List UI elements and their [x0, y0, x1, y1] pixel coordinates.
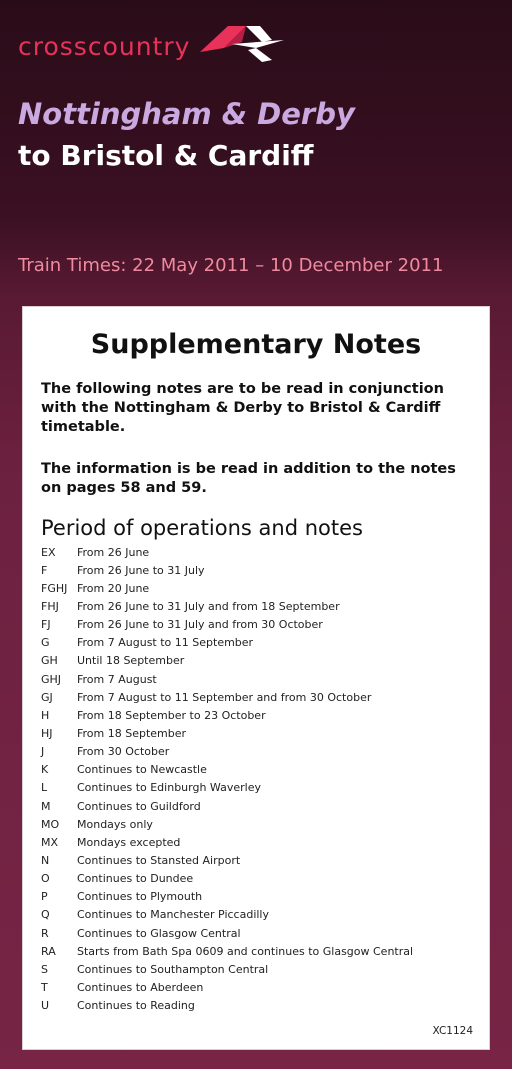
note-text: Continues to Stansted Airport	[77, 853, 241, 867]
note-row	[41, 561, 471, 579]
info-paragraph: The information is be read in addition to the notes on pages 58 and 59.	[41, 461, 456, 496]
note-code: S	[41, 962, 48, 976]
note-code: HJ	[41, 726, 53, 740]
note-text: From 26 June to 31 July	[77, 563, 205, 577]
note-code: K	[41, 763, 49, 777]
crosscountry-x-logo-icon	[198, 24, 288, 68]
note-row	[41, 815, 471, 833]
document-reference: XC1124	[432, 1025, 473, 1037]
note-row	[41, 779, 471, 797]
note-row	[41, 870, 471, 888]
note-code: M	[41, 799, 51, 813]
note-text: Continues to Manchester Piccadilly	[77, 908, 269, 922]
note-text: Continues to Guildford	[77, 799, 201, 813]
note-text: From 7 August to 11 September	[77, 636, 254, 650]
note-code: N	[41, 853, 50, 867]
note-code: J	[41, 745, 45, 759]
note-row	[41, 797, 471, 815]
panel-title: Supplementary Notes	[90, 329, 422, 360]
note-text: Continues to Reading	[77, 999, 195, 1013]
note-code: MO	[41, 817, 60, 831]
note-code: L	[41, 781, 48, 795]
notes-list	[41, 543, 471, 1015]
note-code: RA	[41, 944, 56, 958]
note-row	[41, 960, 471, 978]
note-code: P	[41, 890, 48, 904]
note-row	[41, 688, 471, 706]
brand-name: crosscountry	[18, 31, 191, 61]
note-text: Continues to Southampton Central	[77, 962, 269, 976]
note-row	[41, 978, 471, 996]
note-row	[41, 634, 471, 652]
intro-paragraph: The following notes are to be read in conjunction with the Nottingham & Derby to Bristol & Cardiff timetable.	[41, 381, 444, 435]
note-text: From 26 June to 31 July and from 30 October	[77, 618, 323, 632]
section-title: Period of operations and notes	[41, 516, 363, 540]
note-code: FJ	[41, 618, 51, 632]
note-code: GJ	[41, 690, 53, 704]
note-row	[41, 743, 471, 761]
note-code: G	[41, 636, 50, 650]
note-code: O	[41, 872, 50, 886]
note-row	[41, 761, 471, 779]
note-code: Q	[41, 908, 50, 922]
note-row	[41, 670, 471, 688]
note-row	[41, 597, 471, 615]
note-text: From 26 June to 31 July and from 18 September	[77, 599, 340, 613]
note-text: Starts from Bath Spa 0609 and continues to Glasgow Central	[77, 944, 414, 958]
note-text: From 20 June	[77, 581, 150, 595]
note-code: FGHJ	[41, 581, 68, 595]
note-text: Continues to Glasgow Central	[77, 926, 241, 940]
note-code: MX	[41, 835, 59, 849]
note-code: GH	[41, 654, 58, 668]
note-row	[41, 851, 471, 869]
note-row	[41, 942, 471, 960]
note-code: H	[41, 708, 50, 722]
note-row	[41, 924, 471, 942]
route-destination-title: to Bristol & Cardiff	[18, 139, 314, 172]
note-text: Continues to Dundee	[77, 872, 194, 886]
note-row	[41, 997, 471, 1015]
note-text: Mondays only	[77, 817, 153, 831]
note-text: From 7 August	[77, 672, 157, 686]
note-text: Continues to Aberdeen	[77, 980, 204, 994]
note-text: Until 18 September	[77, 654, 185, 668]
note-code: FHJ	[41, 599, 59, 613]
note-row	[41, 616, 471, 634]
note-row	[41, 888, 471, 906]
note-text: Continues to Plymouth	[77, 890, 203, 904]
note-text: From 7 August to 11 September and from 30 October	[77, 690, 372, 704]
note-text: Continues to Newcastle	[77, 763, 207, 777]
note-code: U	[41, 999, 50, 1013]
note-row	[41, 706, 471, 724]
note-code: EX	[41, 545, 56, 559]
note-text: From 26 June	[77, 545, 150, 559]
note-row	[41, 543, 471, 561]
note-text: Mondays excepted	[77, 835, 181, 849]
note-text: From 18 September to 23 October	[77, 708, 266, 722]
note-code: F	[41, 563, 48, 577]
note-text: From 18 September	[77, 726, 187, 740]
note-code: GHJ	[41, 672, 62, 686]
note-code: R	[41, 926, 49, 940]
note-code: T	[41, 980, 48, 994]
note-text: Continues to Edinburgh Waverley	[77, 781, 261, 795]
route-origin-title: Nottingham & Derby	[18, 97, 355, 131]
note-row	[41, 579, 471, 597]
note-row	[41, 833, 471, 851]
validity-dates: Train Times: 22 May 2011 – 10 December 2011	[18, 255, 444, 276]
brand	[18, 24, 288, 68]
note-row	[41, 724, 471, 742]
note-row	[41, 906, 471, 924]
supplementary-notes-panel	[22, 306, 490, 1050]
note-text: From 30 October	[77, 745, 170, 759]
note-row	[41, 652, 471, 670]
